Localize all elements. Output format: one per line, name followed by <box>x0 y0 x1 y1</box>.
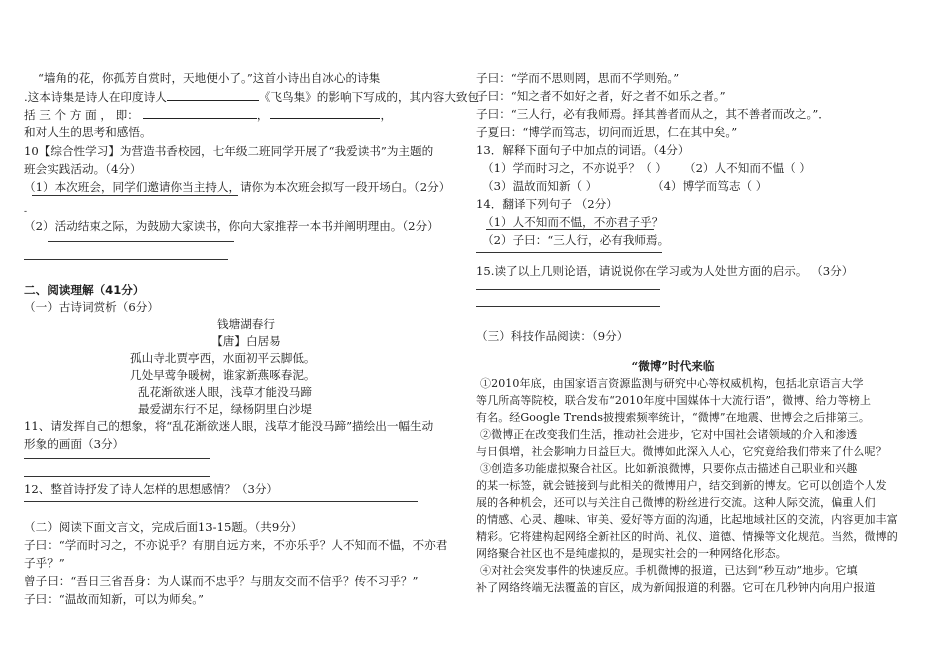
intro-line-1: “墙角的花，你孤芳自赏时，天地便小了。”这首小诗出自冰心的诗集 <box>38 71 381 85</box>
answer-line-q11-2[interactable] <box>24 476 210 477</box>
q11-line-1: 11、请发挥自己的想象，将“乱花渐欲迷人眼，浅草才能没马蹄”描绘出一幅生动 <box>24 419 434 433</box>
article-line-13: 补了网络终端无法覆盖的盲区，成为新闻报道的利器。它可在几秒钟内向用户报道 <box>476 581 876 594</box>
article-line-8: 展的各种机会，还可以与关注自己微博的粉丝进行交流。这种人际交流，偏重人们 <box>476 496 876 509</box>
q10-sub-1: （1）本次班会，同学们邀请你当主持人，请你为本次班会拟写一段开场白。（2分） <box>24 180 451 194</box>
q14-title: 14．翻译下列句子 （2分） <box>476 197 618 211</box>
q13-item-4[interactable]: （4）博学而笃志（ ） <box>652 179 768 193</box>
blank-poet[interactable] <box>167 88 259 101</box>
classical-heading: （二）阅读下面文言文，完成后面13-15题。（共9分） <box>24 520 303 534</box>
answer-line-opening[interactable] <box>32 195 238 196</box>
q12: 12、整首诗抒发了诗人怎样的思想感情？（3分） <box>24 482 279 496</box>
analects-3: 子曰：“三人行，必有我师焉。择其善者而从之，其不善者而改之。”． <box>476 107 830 121</box>
answer-line-recommend-1[interactable] <box>48 241 234 242</box>
poem-line-4: 最爱湖东行不足，绿杨阴里白沙堤 <box>138 402 312 416</box>
q11-line-2: 形象的画面（3分） <box>24 437 125 451</box>
answer-line-q14-2[interactable] <box>476 252 662 253</box>
poem-title: 钱塘湖春行 <box>217 317 275 331</box>
analects-4: 子夏曰：“博学而笃志，切问而近思，仁在其中矣。” <box>476 125 738 139</box>
q13-item-1[interactable]: （1）学而时习之，不亦说乎？（ ） <box>482 161 667 175</box>
poem-line-3: 乱花渐欲迷人眼，浅草才能没马蹄 <box>138 385 312 399</box>
q10-sub-2: （2）活动结束之际，为鼓励大家读书，你向大家推荐一本书并阐明理由。（2分） <box>24 219 439 233</box>
article-line-2: 等几所高等院校，联合发布“2010年度中国媒体十大流行语”，微博、给力等榜上 <box>476 394 872 407</box>
classical-line-1: 子曰：“学而时习之，不亦说乎？有朋自远方来，不亦乐乎？人不知而不愠，不亦君 <box>24 538 448 552</box>
article-line-9: 的情感、心灵、趣味、审美、爱好等方面的沟通，比起地域社区的交流，内容更加丰富 <box>476 513 898 526</box>
blank-aspect-2[interactable] <box>270 106 380 119</box>
intro-line-4: 和对人生的思考和感悟。 <box>24 125 152 139</box>
section-2-sub-1: （一）古诗词赏析（6分） <box>24 300 159 314</box>
classical-line-2: 子乎？” <box>24 556 65 570</box>
article-line-5: 与日俱增，社会影响力日益巨大。微博如此深入人心，它究竟给我们带来了什么呢？ <box>476 445 887 458</box>
poem-author: 【唐】白居易 <box>211 334 281 348</box>
analects-2: 子曰：“知之者不如好之者，好之者不如乐之者。” <box>476 89 726 103</box>
q15: 15.读了以上几则论语，请说说你在学习或为人处世方面的启示。 （3分） <box>476 264 854 278</box>
intro-line-3a: 括 三 个 方 面 ， 即： <box>24 108 139 122</box>
stray-mark: - <box>24 207 28 217</box>
article-title: “微博”时代来临 <box>631 359 715 373</box>
intro-line-2 <box>24 88 479 105</box>
intro-line-3c: ， <box>380 108 393 122</box>
article-line-1: ①2010年底，由国家语言资源监测与研究中心等权威机构，包括北京语言大学 <box>480 377 864 390</box>
q13-item-2[interactable]: （2）人不知而不愠（ ） <box>684 161 811 175</box>
article-line-11: 网络聚合社区也不是纯虚拟的，是现实社会的一种网络化形态。 <box>476 547 787 560</box>
article-line-4: ②微博正在改变我们生活，推动社会进步，它对中国社会诸领域的介入和渗透 <box>480 428 858 441</box>
intro-line-3 <box>24 106 392 123</box>
answer-line-recommend-2[interactable] <box>24 259 228 260</box>
q10-title-2: 班会实践活动。（4分） <box>24 162 142 176</box>
section-3-heading: （三）科技作品阅读：（9分） <box>476 329 629 343</box>
q10-title: 10【综合性学习】为营造书香校园，七年级二班同学开展了“我爱读书”为主题的 <box>24 144 434 158</box>
answer-line-q15-2[interactable] <box>476 306 660 307</box>
q13-item-3[interactable]: （3）温故而知新（ ） <box>482 179 598 193</box>
poem-line-2: 几处早莺争暖树，谁家新燕啄春泥。 <box>130 368 316 382</box>
q13-title: 13．解释下面句子中加点的词语。（4分） <box>476 143 690 157</box>
section-2-heading: 二、阅读理解（41分） <box>24 283 145 297</box>
intro-line-2a: .这本诗集是诗人在印度诗人 <box>24 90 167 104</box>
article-line-3: 有名。经Google Trends披搜索频率统计，“微博”在地震、世博会之后排第三。 <box>476 411 870 424</box>
analects-1: 子曰：“学而不思则罔，思而不学则殆。” <box>476 71 680 85</box>
answer-line-q14-1[interactable] <box>486 229 654 230</box>
classical-line-4: 子曰：“温故而知新，可以为师矣。” <box>24 592 204 606</box>
article-line-7: 的某一标签，就会链接到与此相关的微博用户，结交到新的博友。它可以创造个人发 <box>476 479 887 492</box>
article-line-6: ③创造多功能虚拟聚合社区。比如新浪微博，只要你点击描述自己职业和兴趣 <box>480 462 858 475</box>
answer-line-q15-1[interactable] <box>476 289 660 290</box>
article-line-10: 精彩。它将建构起网络全新社区的时尚、礼仪、道德、情操等文化规范。当然，微博的 <box>476 530 898 543</box>
q14-sentence-2: （2）子曰：“三人行，必有我师焉。 <box>482 233 670 247</box>
q14-sentence-1: （1）人不知而不愠，不亦君子乎？ <box>482 215 664 229</box>
classical-line-3: 曾子曰：“吾日三省吾身：为人谋而不忠乎？与朋友交而不信乎？传不习乎？” <box>24 574 419 588</box>
answer-line-q12[interactable] <box>24 501 418 502</box>
intro-line-3b: ， <box>256 108 269 122</box>
intro-line-2b: 《飞鸟集》的影响下写成的，其内容大致包 <box>258 90 480 104</box>
blank-aspect-1[interactable] <box>143 106 257 119</box>
answer-line-q11-1[interactable] <box>24 458 210 459</box>
poem-line-1: 孤山寺北贾亭西，水面初平云脚低。 <box>130 351 316 365</box>
article-line-12: ④对社会突发事件的快速反应。手机微博的报道，已达到“秒互动”地步。它填 <box>480 564 858 577</box>
